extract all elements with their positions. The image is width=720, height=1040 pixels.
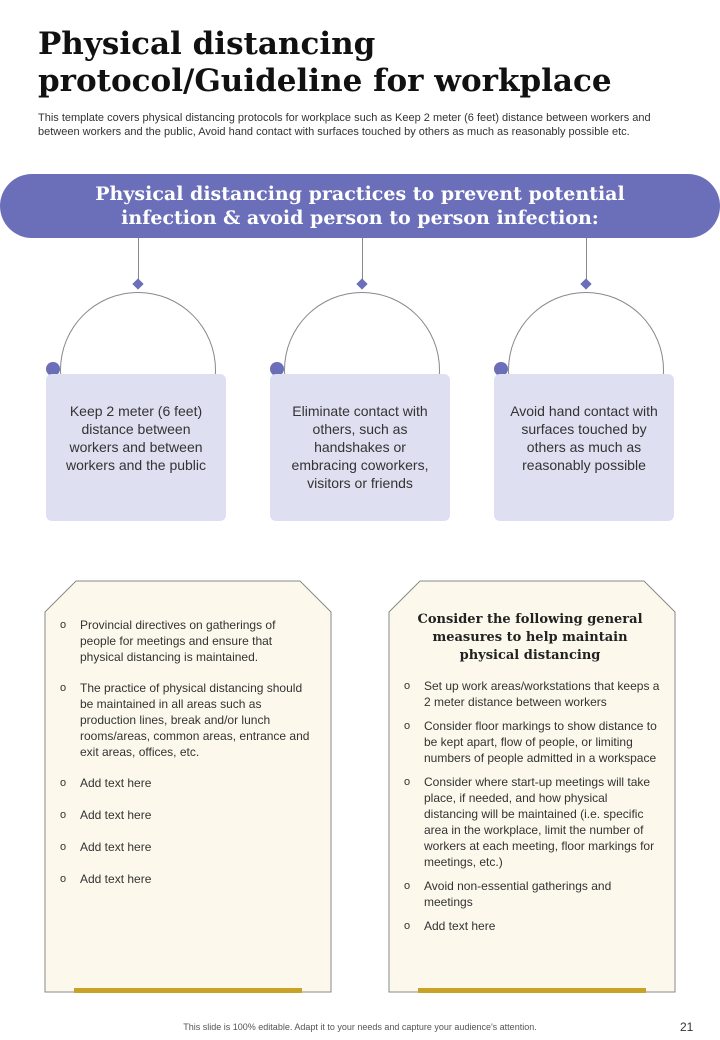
page-number: 21 [680,1020,694,1034]
diamond-marker [356,278,367,289]
practice-card-text: Eliminate contact with others, such as handshakes or embracing coworkers, visitors or friends [291,403,429,491]
right-panel-heading: Consider the following general measures to help maintain physical distancing [417,612,643,663]
banner [0,174,720,238]
list-item: o Set up work areas/workstations that keeps a 2 meter distance between workers [404,678,662,710]
list-item: o Add text here [60,775,310,791]
list-item: o Provincial directives on gatherings of people for meetings and ensure that physical distancing is maintained. [60,617,310,665]
left-panel-list [60,617,310,887]
right-panel-underline [418,988,646,993]
practice-card [270,374,450,521]
connector-line [362,238,363,280]
connector-line [138,238,139,280]
left-panel-underline [74,988,302,993]
list-item: o Consider where start-up meetings will take place, if needed, and how physical distancing will be maintained (i.e. specific area in the workplace, limit the number of workers at each meeting, floor markings for meetings, etc.) [404,774,662,870]
list-item: o The practice of physical distancing should be maintained in all areas such as production lines, break and/or lunch rooms/areas, common areas, entrance and exit areas, offices, etc. [60,680,310,760]
list-item: o Consider floor markings to show distance to be kept apart, flow of people, or limiting numbers of people admitted in a workspace [404,718,662,766]
list-item: o Add text here [60,807,310,823]
right-panel-list [404,678,662,934]
footer-note: This slide is 100% editable. Adapt it to your needs and capture your audience's attention. [183,1022,537,1032]
practice-card-text: Avoid hand contact with surfaces touched by others as much as reasonably possible [510,403,658,473]
practice-card [494,374,674,521]
page-title: Physical distancing protocol/Guideline for workplace [38,26,612,99]
diamond-marker [132,278,143,289]
intro-text: This template covers physical distancing protocols for workplace such as Keep 2 meter (6 feet) distance between workers and between workers and the public, Avoid hand contact with surfaces touched by others as much as reasonably possible etc. [38,112,651,138]
banner-text: Physical distancing practices to prevent potential infection & avoid person to person infection: [95,183,625,229]
practice-card-text: Keep 2 meter (6 feet) distance between workers and between workers and the public [65,403,207,473]
list-item: o Avoid non-essential gatherings and meetings [404,878,662,910]
list-item: o Add text here [60,839,310,855]
practice-card [46,374,226,521]
list-item: o Add text here [404,918,662,934]
list-item: o Add text here [60,871,310,887]
diamond-marker [580,278,591,289]
connector-line [586,238,587,280]
